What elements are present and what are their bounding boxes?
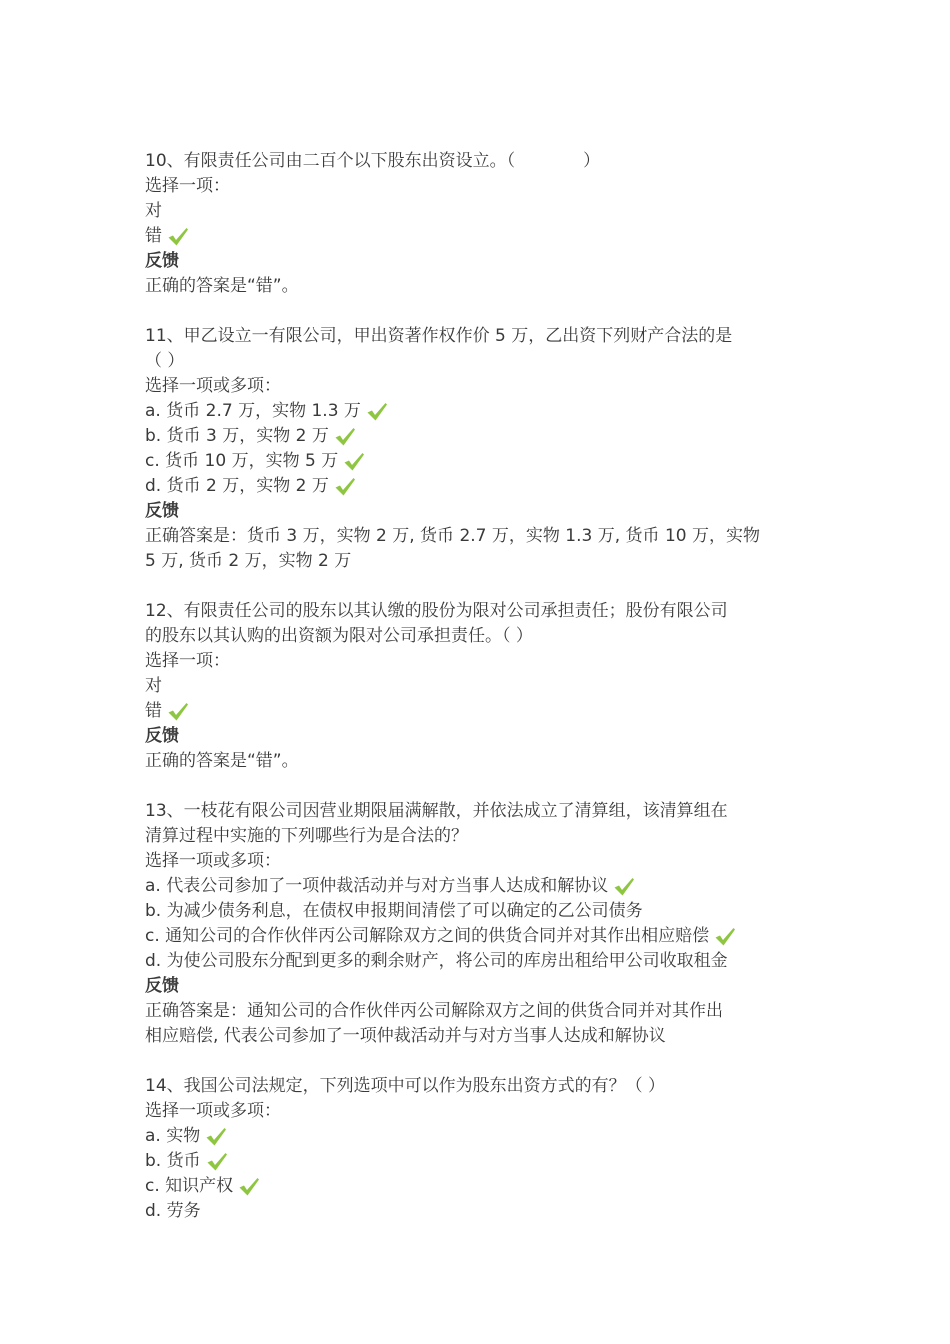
answer-option-label: d. 劳务 [145,1201,201,1221]
answer-option[interactable] [145,924,805,949]
feedback-text: 正确答案是：通知公司的合作伙伴丙公司解除双方之间的供货合同并对其作出 [145,1001,723,1021]
feedback-text: 正确的答案是“错”。 [145,751,299,771]
checkmark-icon [366,402,388,422]
question-block [145,1074,805,1224]
feedback-heading: 反馈 [145,976,179,996]
answer-option[interactable] [145,199,805,224]
question-text: 清算过程中实施的下列哪些行为是合法的？ [145,826,468,846]
answer-option[interactable] [145,674,805,699]
question-instruction: 选择一项或多项： [145,851,281,871]
question-instruction: 选择一项： [145,651,230,671]
checkmark-icon [167,702,189,722]
answer-option-label: b. 货币 [145,1151,201,1171]
question-instruction: 选择一项： [145,176,230,196]
answer-option-label: 错 [145,226,162,246]
question-block [145,149,805,299]
answer-option[interactable] [145,1124,805,1149]
feedback-text: 正确答案是：货币 3 万，实物 2 万, 货币 2.7 万，实物 1.3 万, 货币 10 万，实物 [145,526,760,546]
answer-option[interactable] [145,1174,805,1199]
answer-option-label: c. 知识产权 [145,1176,234,1196]
question-text: 12、有限责任公司的股东以其认缴的股份为限对公司承担责任；股份有限公司 [145,601,728,621]
question-text: 13、一枝花有限公司因营业期限届满解散，并依法成立了清算组，该清算组在 [145,801,728,821]
checkmark-icon [343,452,365,472]
answer-option-label: b. 为减少债务利息，在债权申报期间清偿了可以确定的乙公司债务 [145,901,643,921]
answer-option[interactable] [145,474,805,499]
answer-option[interactable] [145,899,805,924]
question-block [145,799,805,1049]
feedback-text: 相应赔偿, 代表公司参加了一项仲裁活动并与对方当事人达成和解协议 [145,1026,666,1046]
question-spacer [145,1049,805,1074]
feedback-heading: 反馈 [145,726,179,746]
feedback-heading: 反馈 [145,251,179,271]
answer-option[interactable] [145,1149,805,1174]
checkmark-icon [238,1177,260,1197]
checkmark-icon [334,427,356,447]
question-instruction: 选择一项或多项： [145,376,281,396]
answer-option[interactable] [145,224,805,249]
checkmark-icon [714,927,736,947]
feedback-text: 5 万, 货币 2 万，实物 2 万 [145,551,352,571]
question-text: （ ） [145,351,185,371]
question-text: 14、我国公司法规定，下列选项中可以作为股东出资方式的有？（ ） [145,1076,666,1096]
question-block [145,324,805,574]
answer-option-label: 对 [145,201,162,221]
answer-option-label: b. 货币 3 万，实物 2 万 [145,426,329,446]
answer-option[interactable] [145,449,805,474]
answer-option[interactable] [145,399,805,424]
question-text: 10、有限责任公司由二百个以下股东出资设立。（ ） [145,151,601,171]
checkmark-icon [334,477,356,497]
answer-option-label: d. 为使公司股东分配到更多的剩余财产，将公司的库房出租给甲公司收取租金 [145,951,728,971]
answer-option[interactable] [145,1199,805,1224]
question-block [145,599,805,774]
question-spacer [145,574,805,599]
answer-option[interactable] [145,424,805,449]
answer-option-label: a. 实物 [145,1126,201,1146]
answer-option[interactable] [145,699,805,724]
answer-option-label: a. 代表公司参加了一项仲裁活动并与对方当事人达成和解协议 [145,876,609,896]
feedback-text: 正确的答案是“错”。 [145,276,299,296]
quiz-content [145,149,805,1224]
answer-option-label: 对 [145,676,162,696]
checkmark-icon [167,227,189,247]
answer-option-label: c. 货币 10 万，实物 5 万 [145,451,339,471]
question-instruction: 选择一项或多项： [145,1101,281,1121]
answer-option-label: 错 [145,701,162,721]
answer-option-label: d. 货币 2 万，实物 2 万 [145,476,329,496]
question-spacer [145,299,805,324]
answer-option[interactable] [145,874,805,899]
question-text: 的股东以其认购的出资额为限对公司承担责任。（ ） [145,626,533,646]
checkmark-icon [613,877,635,897]
answer-option-label: a. 货币 2.7 万，实物 1.3 万 [145,401,361,421]
question-text: 11、甲乙设立一有限公司，甲出资著作权作价 5 万，乙出资下列财产合法的是 [145,326,733,346]
answer-option[interactable] [145,949,805,974]
checkmark-icon [206,1152,228,1172]
question-spacer [145,774,805,799]
answer-option-label: c. 通知公司的合作伙伴丙公司解除双方之间的供货合同并对其作出相应赔偿 [145,926,710,946]
checkmark-icon [205,1127,227,1147]
feedback-heading: 反馈 [145,501,179,521]
